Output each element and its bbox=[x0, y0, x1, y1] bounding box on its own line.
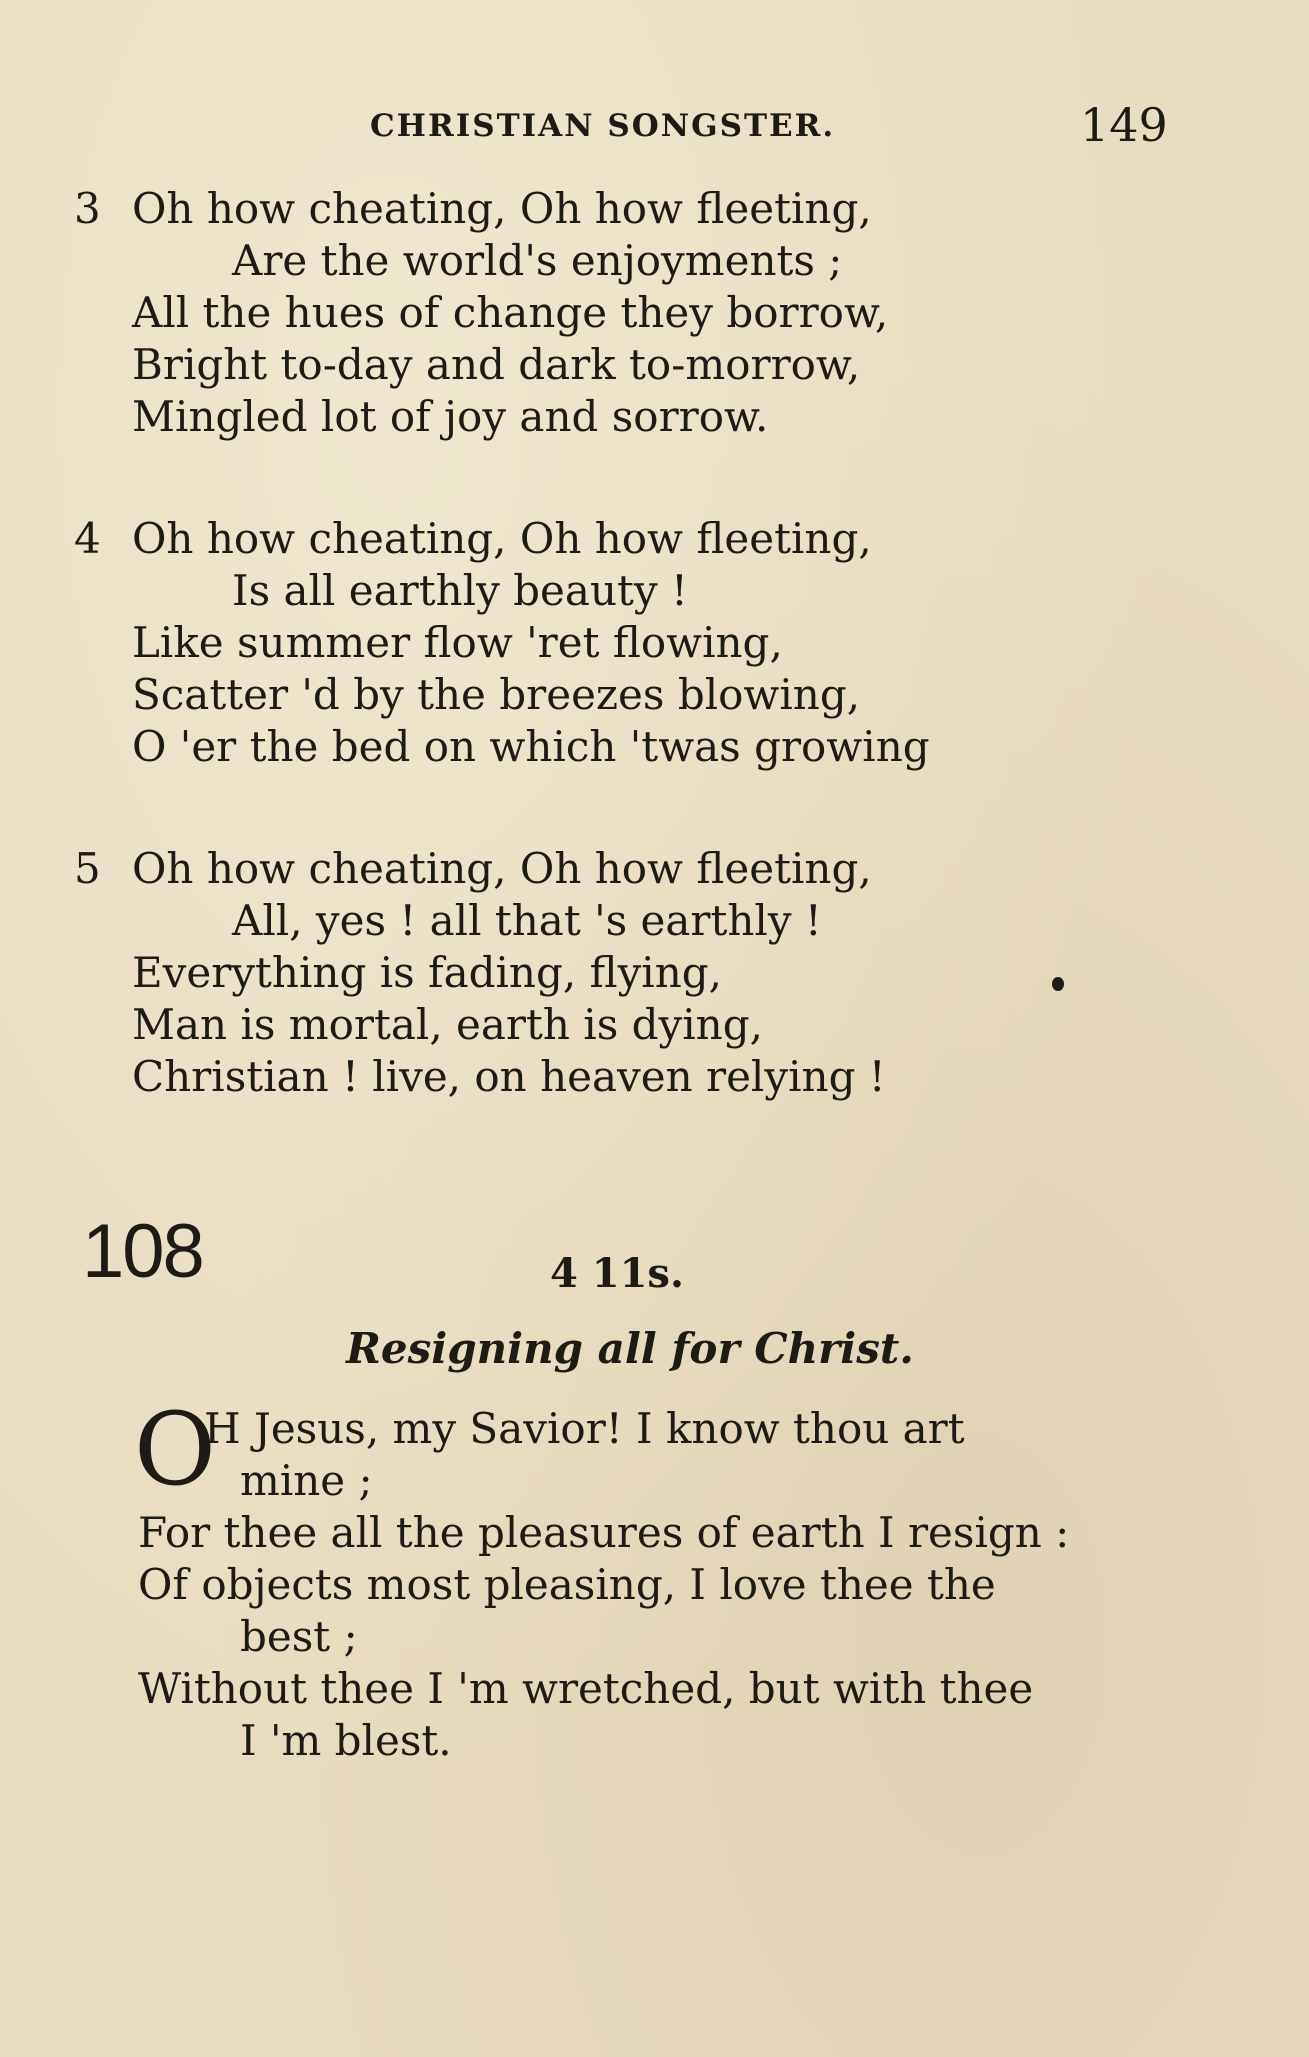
hymn-meter: 4 11s. bbox=[550, 1250, 684, 1297]
hymn-line: I 'm blest. bbox=[240, 1716, 452, 1765]
verse-line: Is all earthly beauty ! bbox=[232, 566, 688, 615]
verse-number: 3 bbox=[74, 184, 101, 233]
verse-line: Mingled lot of joy and sorrow. bbox=[132, 392, 769, 441]
verse-line: Man is mortal, earth is dying, bbox=[132, 1000, 763, 1049]
verse-line: O 'er the bed on which 'twas growing bbox=[132, 722, 930, 771]
verse-line: Scatter 'd by the breezes blowing, bbox=[132, 670, 861, 719]
verse-line: Like summer flow 'ret flowing, bbox=[132, 618, 783, 667]
verse-line: Oh how cheating, Oh how fleeting, bbox=[132, 514, 872, 563]
hymn-line: Of objects most pleasing, I love thee the bbox=[138, 1560, 996, 1609]
verse-line: Are the world's enjoyments ; bbox=[232, 236, 843, 285]
verse-number: 5 bbox=[74, 844, 101, 893]
hymn-line: H Jesus, my Savior! I know thou art bbox=[204, 1404, 965, 1453]
drop-cap: O bbox=[134, 1391, 216, 1508]
ink-blot bbox=[1052, 977, 1064, 991]
verse-line: Everything is fading, flying, bbox=[132, 948, 723, 997]
verse-line: Oh how cheating, Oh how fleeting, bbox=[132, 184, 872, 233]
verse-line: Christian ! live, on heaven relying ! bbox=[132, 1052, 886, 1101]
page-number: 149 bbox=[1080, 98, 1168, 152]
verse-line: All, yes ! all that 's earthly ! bbox=[232, 896, 822, 945]
hymn-title: Resigning all for Christ. bbox=[346, 1324, 914, 1373]
verse-line: Oh how cheating, Oh how fleeting, bbox=[132, 844, 872, 893]
verse-line: Bright to-day and dark to-morrow, bbox=[132, 340, 861, 389]
verse-number: 4 bbox=[74, 514, 101, 563]
hymn-line: mine ; bbox=[240, 1456, 373, 1505]
hymn-line: For thee all the pleasures of earth I resign : bbox=[138, 1508, 1070, 1557]
hymn-number: 108 bbox=[82, 1209, 203, 1294]
hymn-line: best ; bbox=[240, 1612, 358, 1661]
hymn-line: Without thee I 'm wretched, but with thee bbox=[138, 1664, 1034, 1713]
verse-line: All the hues of change they borrow, bbox=[132, 288, 889, 337]
running-title: CHRISTIAN SONGSTER. bbox=[370, 108, 836, 144]
